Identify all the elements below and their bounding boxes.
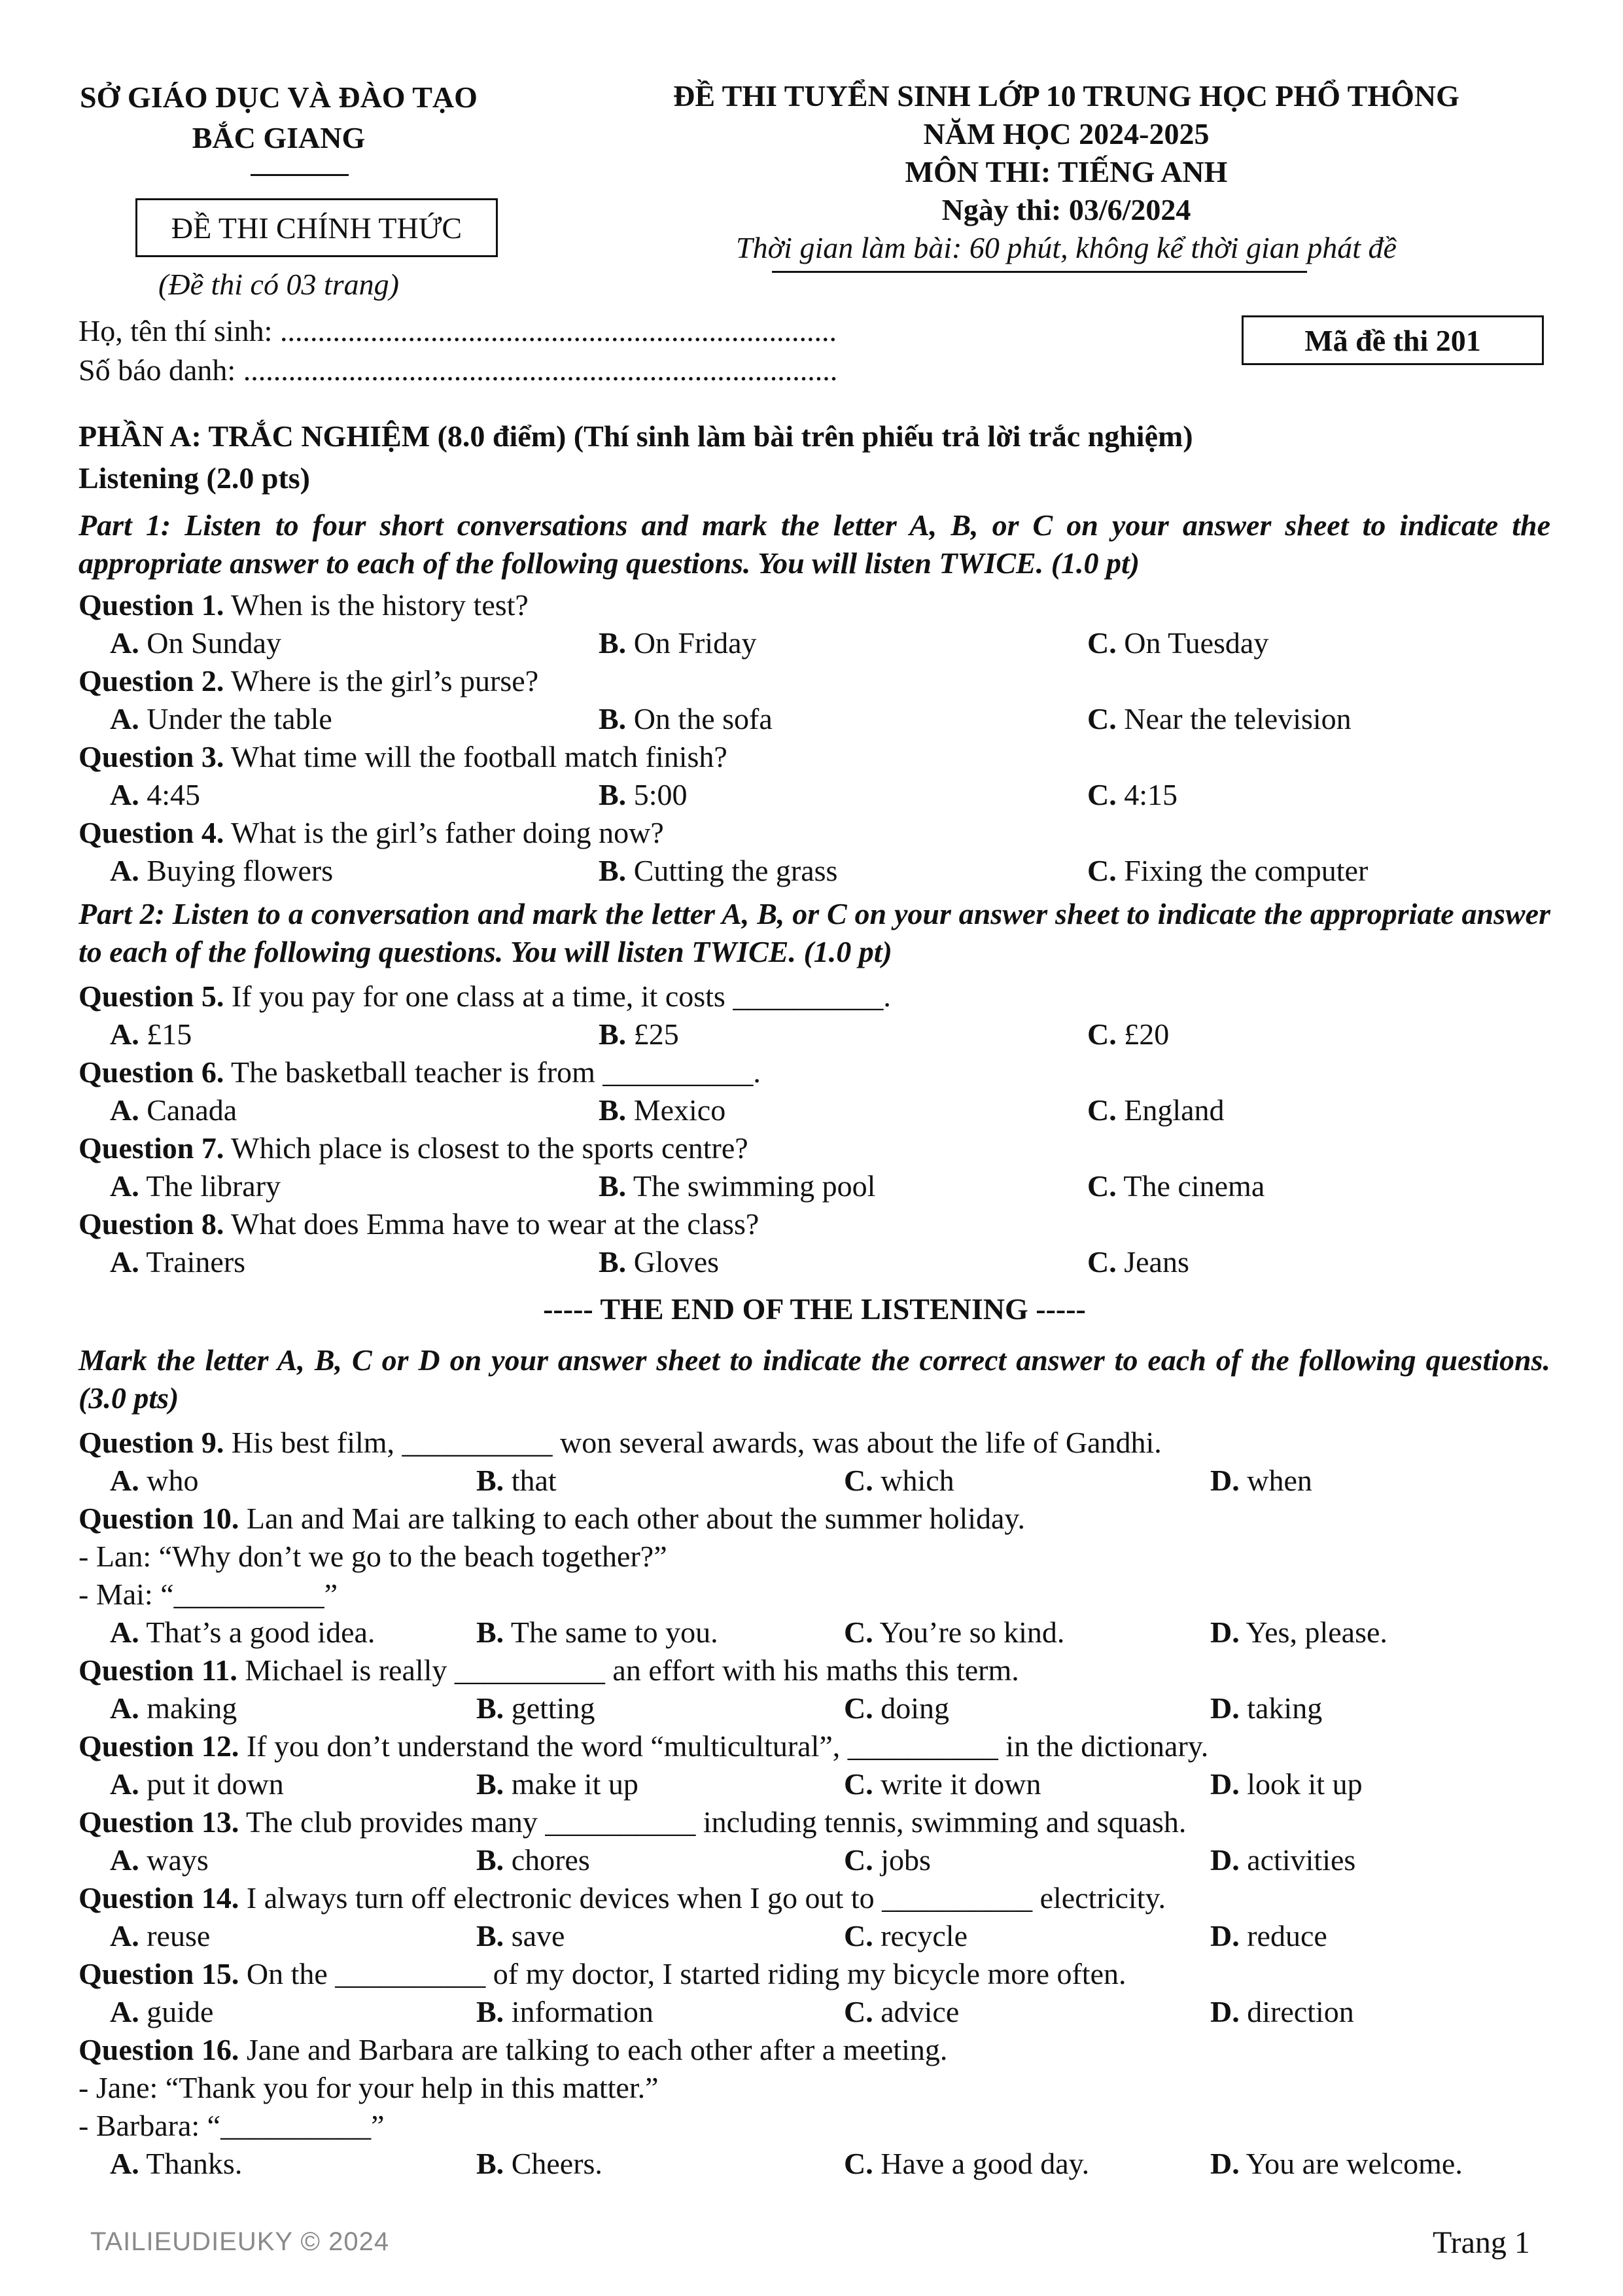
question-number: Question 5. (79, 980, 224, 1013)
answer-options (79, 1243, 1550, 1281)
answer-option (844, 2145, 1089, 2183)
option-text: making (139, 1691, 237, 1725)
time-allowed: Thời gian làm bài: 60 phút, không kể thời gian phát đề (736, 231, 1397, 264)
question-text: Where is the girl’s purse? (224, 664, 539, 698)
question-number: Question 2. (79, 664, 224, 698)
option-text: reduce (1239, 1919, 1327, 1952)
question-stem (79, 978, 1550, 1016)
option-letter: C. (844, 1995, 873, 2028)
option-letter: D. (1210, 2147, 1240, 2180)
question-text: If you don’t understand the word “multicultural”, __________ in the dictionary. (239, 1729, 1209, 1763)
answer-options (79, 624, 1550, 662)
option-letter: A. (110, 1017, 139, 1051)
option-text: The library (139, 1169, 281, 1203)
answer-option (1087, 776, 1178, 814)
answer-option (476, 1993, 654, 2031)
option-text: reuse (139, 1919, 211, 1952)
option-letter: B. (476, 1919, 504, 1952)
option-text: getting (504, 1691, 595, 1725)
header-divider-right (772, 271, 1307, 273)
option-letter: A. (110, 1995, 139, 2028)
option-letter: B. (599, 854, 627, 887)
answer-option (599, 700, 773, 738)
question-number: Question 13. (79, 1805, 239, 1839)
listening-title: Listening (2.0 pts) (79, 461, 310, 495)
answer-option (599, 776, 687, 814)
option-text: 4:15 (1116, 778, 1178, 811)
option-text: make it up (504, 1767, 638, 1801)
dialogue-line: - Barbara: “__________” (79, 2109, 385, 2142)
option-text: On Friday (626, 626, 757, 660)
question-number: Question 10. (79, 1502, 239, 1535)
option-text: ways (139, 1843, 209, 1877)
answer-options (79, 1614, 1550, 1651)
option-text: activities (1239, 1843, 1356, 1877)
option-letter: A. (110, 1169, 139, 1203)
question-stem (79, 1424, 1550, 1462)
answer-options (79, 1993, 1550, 2031)
option-letter: A. (110, 778, 139, 811)
question-text: His best film, __________ won several awards, was about the life of Gandhi. (224, 1426, 1162, 1459)
option-text: which (873, 1464, 954, 1497)
option-letter: A. (110, 702, 139, 735)
question-text: Which place is closest to the sports centre? (224, 1131, 748, 1165)
answer-option (599, 624, 757, 662)
option-letter: B. (476, 2147, 504, 2180)
option-letter: B. (476, 1691, 504, 1725)
option-text: information (504, 1995, 654, 2028)
answer-option (1087, 1016, 1169, 1053)
option-text: Mexico (626, 1093, 726, 1127)
exam-title: ĐỀ THI TUYỂN SINH LỚP 10 TRUNG HỌC PHỔ THÔNG (673, 79, 1459, 113)
answer-option (110, 624, 281, 662)
answer-option (1087, 624, 1268, 662)
part1-instruction: Part 1: Listen to four short conversations and mark the letter A, B, or C on your answer sheet to indicate the appropriate answer to each of the following questions. You will listen TWICE. (1.0 pt) (79, 508, 1550, 580)
answer-options (79, 700, 1550, 738)
question-number: Question 16. (79, 2033, 239, 2066)
question-stem (79, 1955, 1550, 1993)
answer-options (79, 852, 1550, 890)
question-stem (79, 1727, 1550, 1765)
answer-option (1210, 1917, 1327, 1955)
question-number: Question 6. (79, 1055, 224, 1089)
answer-option (110, 852, 333, 890)
school-year: NĂM HỌC 2024-2025 (923, 117, 1210, 150)
answer-option (1210, 1689, 1322, 1727)
option-text: Jeans (1116, 1245, 1189, 1279)
option-text: £20 (1116, 1017, 1170, 1051)
part2-instruction: Part 2: Listen to a conversation and mark the letter A, B, or C on your answer sheet to indicate the appropriate answer to each of the following questions. You will listen TWICE. (1.0 pt) (79, 897, 1550, 968)
header-divider-left (251, 174, 349, 176)
answer-option (844, 1917, 968, 1955)
question-stem (79, 1205, 1550, 1243)
question-number: Question 15. (79, 1957, 239, 1990)
option-text: Yes, please. (1239, 1616, 1387, 1649)
answer-option (110, 776, 200, 814)
watermark: TAILIEUDIEUKY © 2024 (90, 2227, 390, 2256)
option-text: You’re so kind. (873, 1616, 1065, 1649)
answer-options (79, 1462, 1550, 1500)
option-letter: A. (110, 1616, 139, 1649)
option-letter: D. (1210, 1616, 1240, 1649)
answer-option (110, 1462, 198, 1500)
candidate-name-line: Họ, tên thí sinh: .......................................................................... (79, 314, 837, 347)
answer-option (110, 1765, 284, 1803)
question-stem (79, 1651, 1550, 1689)
exam-code: Mã đề thi 201 (1242, 315, 1544, 365)
answer-option (110, 1841, 209, 1879)
question-number: Question 7. (79, 1131, 224, 1165)
answer-option (476, 2145, 602, 2183)
option-letter: A. (110, 1093, 139, 1127)
question-number: Question 11. (79, 1653, 237, 1687)
option-letter: B. (599, 1245, 627, 1279)
option-text: jobs (873, 1843, 931, 1877)
option-text: save (504, 1919, 565, 1952)
option-letter: C. (1087, 626, 1117, 660)
option-text: put it down (139, 1767, 284, 1801)
question-stem (79, 1053, 1550, 1091)
answer-option (476, 1765, 638, 1803)
dialogue-line: - Lan: “Why don’t we go to the beach together?” (79, 1540, 667, 1573)
answer-option (599, 1016, 679, 1053)
page-number: Trang 1 (1433, 2225, 1530, 2260)
option-letter: C. (1087, 854, 1117, 887)
exam-title-block (608, 77, 1524, 267)
answer-option (476, 1689, 595, 1727)
part1-questions (79, 586, 1550, 890)
department-name: SỞ GIÁO DỤC VÀ ĐÀO TẠO (80, 80, 478, 114)
answer-option (844, 1993, 959, 2031)
question-text: On the __________ of my doctor, I started riding my bicycle more often. (239, 1957, 1126, 1990)
option-text: The cinema (1116, 1169, 1265, 1203)
answer-options (79, 1091, 1550, 1129)
option-letter: B. (599, 1093, 627, 1127)
option-text: Buying flowers (139, 854, 334, 887)
question-number: Question 8. (79, 1207, 224, 1241)
option-text: when (1239, 1464, 1312, 1497)
question-stem (79, 1129, 1550, 1167)
question-number: Question 9. (79, 1426, 224, 1459)
dialogue-line: - Jane: “Thank you for your help in this matter.” (79, 2071, 659, 2104)
question-stem (79, 1879, 1550, 1917)
answer-option (599, 852, 837, 890)
answer-option (476, 1917, 565, 1955)
option-text: advice (873, 1995, 960, 2028)
option-text: Cheers. (504, 2147, 602, 2180)
answer-option (1210, 1993, 1354, 2031)
answer-options (79, 2145, 1550, 2183)
option-letter: A. (110, 1843, 139, 1877)
answer-options (79, 1167, 1550, 1205)
option-letter: C. (1087, 778, 1117, 811)
answer-option (599, 1167, 875, 1205)
option-text: The swimming pool (626, 1169, 876, 1203)
option-letter: C. (1087, 702, 1117, 735)
question-number: Question 3. (79, 740, 224, 773)
option-text: write it down (873, 1767, 1041, 1801)
option-letter: C. (844, 1843, 873, 1877)
answer-option (476, 1614, 718, 1651)
answer-option (110, 1167, 281, 1205)
option-text: That’s a good idea. (139, 1616, 375, 1649)
option-letter: A. (110, 1691, 139, 1725)
answer-options (79, 1917, 1550, 1955)
option-letter: A. (110, 1464, 139, 1497)
option-letter: C. (844, 1919, 873, 1952)
question-number: Question 12. (79, 1729, 239, 1763)
option-text: recycle (873, 1919, 968, 1952)
option-text: Trainers (139, 1245, 246, 1279)
option-text: £15 (139, 1017, 192, 1051)
question-text: Jane and Barbara are talking to each other after a meeting. (239, 2033, 948, 2066)
option-letter: B. (599, 778, 627, 811)
answer-option (599, 1243, 719, 1281)
answer-option (1210, 1765, 1363, 1803)
option-text: direction (1239, 1995, 1354, 2028)
question-number: Question 1. (79, 588, 224, 622)
answer-option (844, 1614, 1064, 1651)
option-letter: C. (844, 1616, 873, 1649)
option-letter: C. (1087, 1245, 1117, 1279)
answer-option (1087, 1167, 1265, 1205)
official-exam-label: ĐỀ THI CHÍNH THỨC (135, 198, 498, 257)
question-stem (79, 1500, 1550, 1538)
answer-option (844, 1689, 949, 1727)
option-letter: D. (1210, 1464, 1240, 1497)
option-letter: B. (599, 1017, 627, 1051)
answer-option (1210, 1841, 1355, 1879)
exam-date: Ngày thi: 03/6/2024 (941, 193, 1191, 226)
answer-option (1087, 1243, 1189, 1281)
option-text: £25 (626, 1017, 679, 1051)
answer-option (110, 1993, 213, 2031)
option-text: guide (139, 1995, 214, 2028)
exam-content (79, 414, 1550, 2183)
candidate-info (79, 311, 837, 390)
option-text: 4:45 (139, 778, 201, 811)
option-letter: B. (476, 1767, 504, 1801)
option-letter: A. (110, 1767, 139, 1801)
option-letter: C. (844, 1691, 873, 1725)
question-number: Question 14. (79, 1881, 239, 1915)
dialogue-line: - Mai: “__________” (79, 1578, 338, 1611)
section-a-title: PHẦN A: TRẮC NGHIỆM (8.0 điểm) (Thí sinh làm bài trên phiếu trả lời trắc nghiệm) (79, 419, 1193, 453)
question-stem (79, 1803, 1550, 1841)
option-letter: C. (844, 2147, 873, 2180)
candidate-id-line: Số báo danh: ............................................................................... (79, 353, 838, 387)
option-letter: B. (599, 1169, 627, 1203)
question-text: Michael is really __________ an effort with his maths this term. (237, 1653, 1019, 1687)
option-letter: B. (476, 1995, 504, 2028)
answer-options (79, 1841, 1550, 1879)
answer-option (110, 1614, 375, 1651)
answer-option (110, 1243, 245, 1281)
option-text: You are welcome. (1239, 2147, 1463, 2180)
option-letter: C. (1087, 1017, 1117, 1051)
question-text: What is the girl’s father doing now? (224, 816, 664, 849)
end-of-listening: ----- THE END OF THE LISTENING ----- (543, 1292, 1086, 1326)
question-text: The club provides many __________ including tennis, swimming and squash. (239, 1805, 1187, 1839)
answer-option (110, 1091, 237, 1129)
answer-options (79, 1689, 1550, 1727)
question-text: I always turn off electronic devices when I go out to __________ electricity. (239, 1881, 1166, 1915)
option-text: Fixing the computer (1116, 854, 1369, 887)
answer-option (110, 1016, 192, 1053)
option-letter: C. (1087, 1093, 1117, 1127)
answer-option (1087, 700, 1352, 738)
answer-option (844, 1841, 931, 1879)
part2-questions (79, 978, 1550, 1281)
option-letter: C. (844, 1767, 873, 1801)
option-letter: B. (476, 1616, 504, 1649)
question-stem (79, 586, 1550, 624)
answer-option (844, 1765, 1041, 1803)
option-letter: B. (599, 702, 627, 735)
option-letter: A. (110, 1245, 139, 1279)
option-text: Under the table (139, 702, 332, 735)
option-text: Have a good day. (873, 2147, 1090, 2180)
option-letter: A. (110, 626, 139, 660)
option-text: England (1116, 1093, 1225, 1127)
question-text: What does Emma have to wear at the class? (224, 1207, 759, 1241)
subject: MÔN THI: TIẾNG ANH (905, 155, 1228, 188)
option-text: chores (504, 1843, 590, 1877)
option-text: On Tuesday (1116, 626, 1269, 660)
answer-option (110, 1917, 210, 1955)
option-text: Near the television (1116, 702, 1352, 735)
answer-options (79, 1016, 1550, 1053)
option-letter: C. (844, 1464, 873, 1497)
option-letter: D. (1210, 1919, 1240, 1952)
option-letter: D. (1210, 1767, 1240, 1801)
province-name: BẮC GIANG (192, 121, 366, 154)
option-text: taking (1239, 1691, 1323, 1725)
option-text: The same to you. (504, 1616, 718, 1649)
option-text: On Sunday (139, 626, 281, 660)
option-letter: B. (476, 1843, 504, 1877)
option-text: Thanks. (139, 2147, 243, 2180)
option-text: look it up (1239, 1767, 1363, 1801)
option-letter: A. (110, 854, 139, 887)
grammar-questions (79, 1424, 1550, 2183)
pages-note: (Đề thi có 03 trang) (158, 268, 399, 301)
answer-option (476, 1462, 557, 1500)
answer-option (1210, 1462, 1312, 1500)
question-number: Question 4. (79, 816, 224, 849)
answer-option (599, 1091, 725, 1129)
option-letter: C. (1087, 1169, 1117, 1203)
option-letter: A. (110, 2147, 139, 2180)
question-text: Lan and Mai are talking to each other about the summer holiday. (239, 1502, 1025, 1535)
option-letter: D. (1210, 1995, 1240, 2028)
answer-option (1210, 1614, 1387, 1651)
answer-option (476, 1841, 590, 1879)
answer-option (110, 2145, 242, 2183)
option-letter: B. (476, 1464, 504, 1497)
answer-option (844, 1462, 954, 1500)
option-letter: D. (1210, 1843, 1240, 1877)
question-text: When is the history test? (224, 588, 529, 622)
option-text: On the sofa (626, 702, 773, 735)
question-stem (79, 814, 1550, 852)
option-text: Cutting the grass (626, 854, 838, 887)
answer-option (110, 700, 332, 738)
issuing-authority (79, 77, 479, 158)
option-text: doing (873, 1691, 950, 1725)
question-text: What time will the football match finish? (224, 740, 727, 773)
option-letter: D. (1210, 1691, 1240, 1725)
answer-options (79, 776, 1550, 814)
answer-option (1210, 2145, 1463, 2183)
option-text: that (504, 1464, 557, 1497)
grammar-instruction: Mark the letter A, B, C or D on your answer sheet to indicate the correct answer to each of the following questions. (3.0 pts) (79, 1343, 1550, 1415)
option-text: Gloves (626, 1245, 720, 1279)
option-letter: A. (110, 1919, 139, 1952)
option-text: who (139, 1464, 199, 1497)
question-stem (79, 662, 1550, 700)
option-letter: B. (599, 626, 627, 660)
question-text: The basketball teacher is from __________. (224, 1055, 761, 1089)
option-text: Canada (139, 1093, 237, 1127)
answer-option (110, 1689, 237, 1727)
question-stem (79, 738, 1550, 776)
question-text: If you pay for one class at a time, it costs __________. (224, 980, 891, 1013)
question-stem (79, 2031, 1550, 2069)
answer-option (1087, 852, 1368, 890)
answer-options (79, 1765, 1550, 1803)
answer-option (1087, 1091, 1225, 1129)
option-text: 5:00 (626, 778, 688, 811)
